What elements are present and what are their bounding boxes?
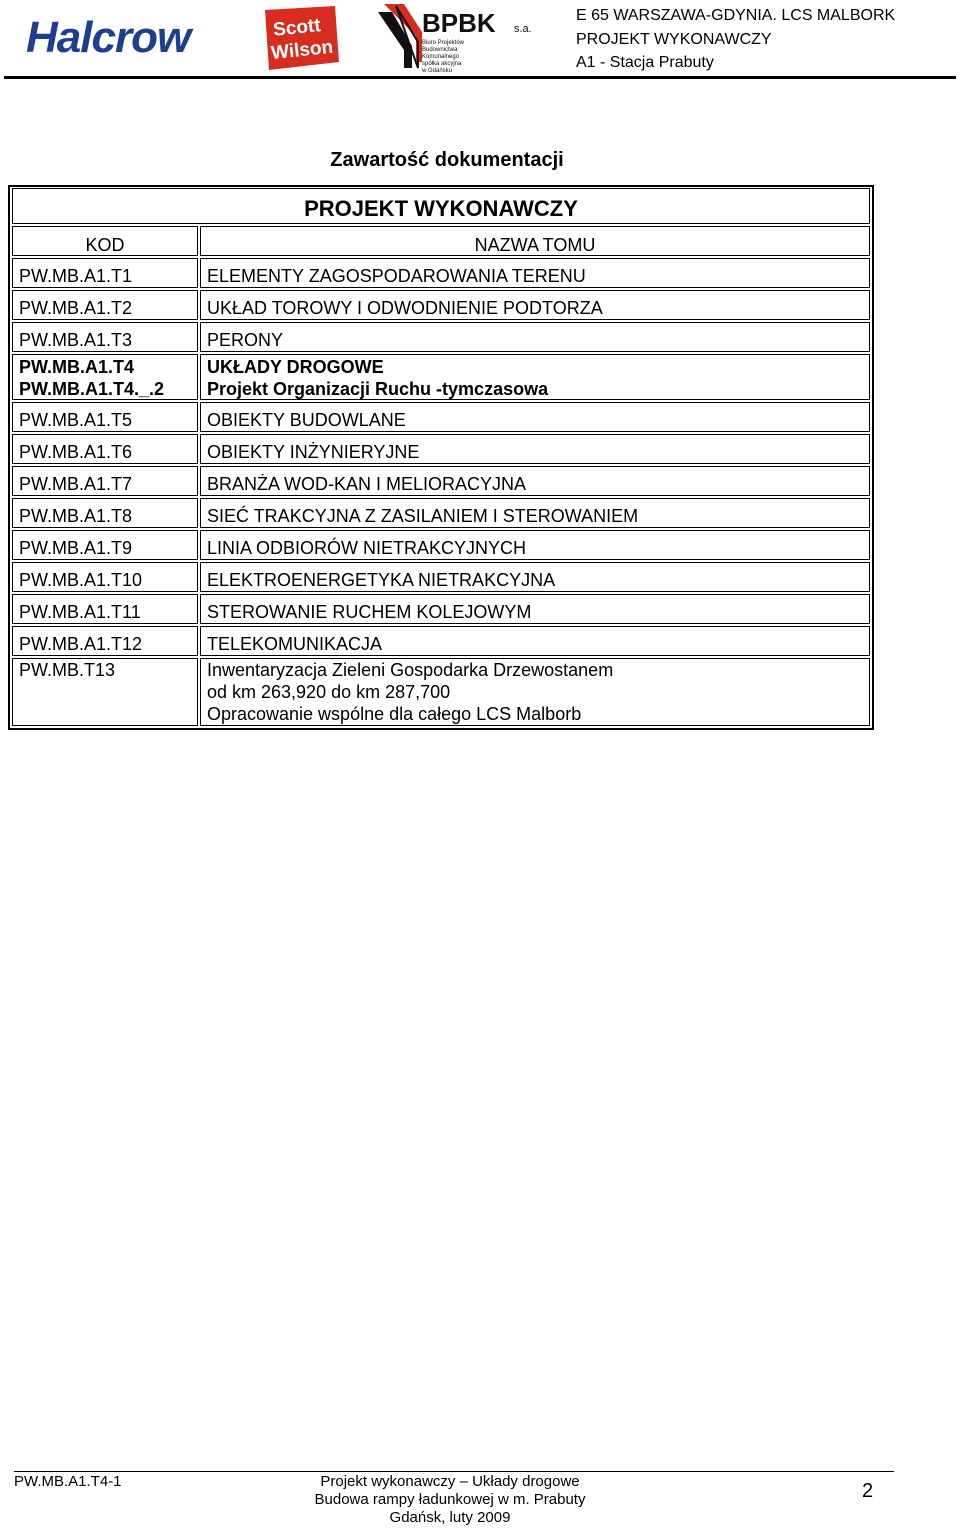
table-row-name	[200, 658, 870, 726]
table-row-code: PW.MB.T13	[12, 658, 198, 726]
page-title: Zawartość dokumentacji	[330, 149, 564, 171]
footer-divider	[14, 1471, 894, 1472]
table-row-code: PW.MB.A1.T5	[12, 402, 198, 432]
bpbk-logo	[378, 2, 538, 72]
code-secondary: PW.MB.A1.T4._.2	[19, 379, 165, 399]
header-line-station: A1 - Stacja Prabuty	[576, 54, 714, 71]
table-row-code: PW.MB.A1.T7	[12, 466, 198, 496]
svg-text:s.a.: s.a.	[514, 23, 532, 35]
name-secondary: Projekt Organizacji Ruchu -tymczasowa	[207, 379, 549, 399]
table-row-name: OBIEKTY INŻYNIERYJNE	[200, 434, 870, 464]
header-divider	[4, 76, 956, 79]
footer-line-project: Projekt wykonawczy – Układy drogowe	[320, 1473, 580, 1490]
name-primary: UKŁADY DROGOWE	[207, 357, 384, 377]
table-row-code	[12, 354, 198, 400]
footer-info	[270, 1473, 630, 1527]
table-row-name: ELEMENTY ZAGOSPODAROWANIA TERENU	[200, 258, 870, 288]
scott-wilson-logo	[263, 6, 341, 70]
svg-text:w Gdańsku: w Gdańsku	[422, 68, 453, 72]
halcrow-logo	[24, 12, 206, 62]
header-info	[576, 4, 895, 75]
svg-text:Scott: Scott	[272, 15, 322, 41]
svg-text:Wilson: Wilson	[270, 36, 335, 65]
table-row-code: PW.MB.A1.T10	[12, 562, 198, 592]
name-secondary: od km 263,920 do km 287,700	[207, 682, 451, 702]
footer-document-code: PW.MB.A1.T4-1	[14, 1473, 122, 1490]
table-row-name: ELEKTROENERGETYKA NIETRAKCYJNA	[200, 562, 870, 592]
svg-text:Biuro Projektów: Biuro Projektów	[422, 40, 465, 46]
code-primary: PW.MB.A1.T4	[19, 357, 135, 377]
table-row-code: PW.MB.A1.T9	[12, 530, 198, 560]
svg-text:BPBK: BPBK	[422, 8, 496, 38]
table-row-name: UKŁAD TOROWY I ODWODNIENIE PODTORZA	[200, 290, 870, 320]
table-row-name: TELEKOMUNIKACJA	[200, 626, 870, 656]
page-number: 2	[862, 1480, 874, 1502]
table-row-name: BRANŻA WOD-KAN I MELIORACYJNA	[200, 466, 870, 496]
table-row-name: OBIEKTY BUDOWLANE	[200, 402, 870, 432]
table-row-name: PERONY	[200, 322, 870, 352]
table-row-code: PW.MB.A1.T2	[12, 290, 198, 320]
table-row-name: LINIA ODBIORÓW NIETRAKCYJNYCH	[200, 530, 870, 560]
column-header-code: KOD	[12, 226, 198, 256]
table-row-code: PW.MB.A1.T1	[12, 258, 198, 288]
table-heading: PROJEKT WYKONAWCZY	[12, 188, 870, 224]
header-line-stage: PROJEKT WYKONAWCZY	[576, 30, 772, 48]
svg-text:Komunalnego: Komunalnego	[422, 54, 460, 60]
table-row-code: PW.MB.A1.T8	[12, 498, 198, 528]
header-line-project: E 65 WARSZAWA-GDYNIA. LCS MALBORK	[576, 7, 896, 24]
svg-text:Halcrow: Halcrow	[26, 13, 191, 62]
table-row-name	[200, 354, 870, 400]
table-row-code: PW.MB.A1.T12	[12, 626, 198, 656]
footer-line-date: Gdańsk, luty 2009	[389, 1509, 511, 1526]
table-row-name: SIEĆ TRAKCYJNA Z ZASILANIEM I STEROWANIEM	[200, 498, 870, 528]
table-row-name: STEROWANIE RUCHEM KOLEJOWYM	[200, 594, 870, 624]
svg-text:spółka akcyjna: spółka akcyjna	[422, 61, 462, 67]
name-primary: Inwentaryzacja Zieleni Gospodarka Drzewostanem	[207, 660, 614, 680]
table-row-code: PW.MB.A1.T3	[12, 322, 198, 352]
svg-text:Budownictwa: Budownictwa	[422, 47, 458, 53]
footer-line-subject: Budowa rampy ładunkowej w m. Prabuty	[314, 1491, 586, 1508]
column-header-name: NAZWA TOMU	[200, 226, 870, 256]
table-row-code: PW.MB.A1.T11	[12, 594, 198, 624]
table-row-code: PW.MB.A1.T6	[12, 434, 198, 464]
name-tertiary: Opracowanie wspólne dla całego LCS Malborb	[207, 704, 582, 724]
